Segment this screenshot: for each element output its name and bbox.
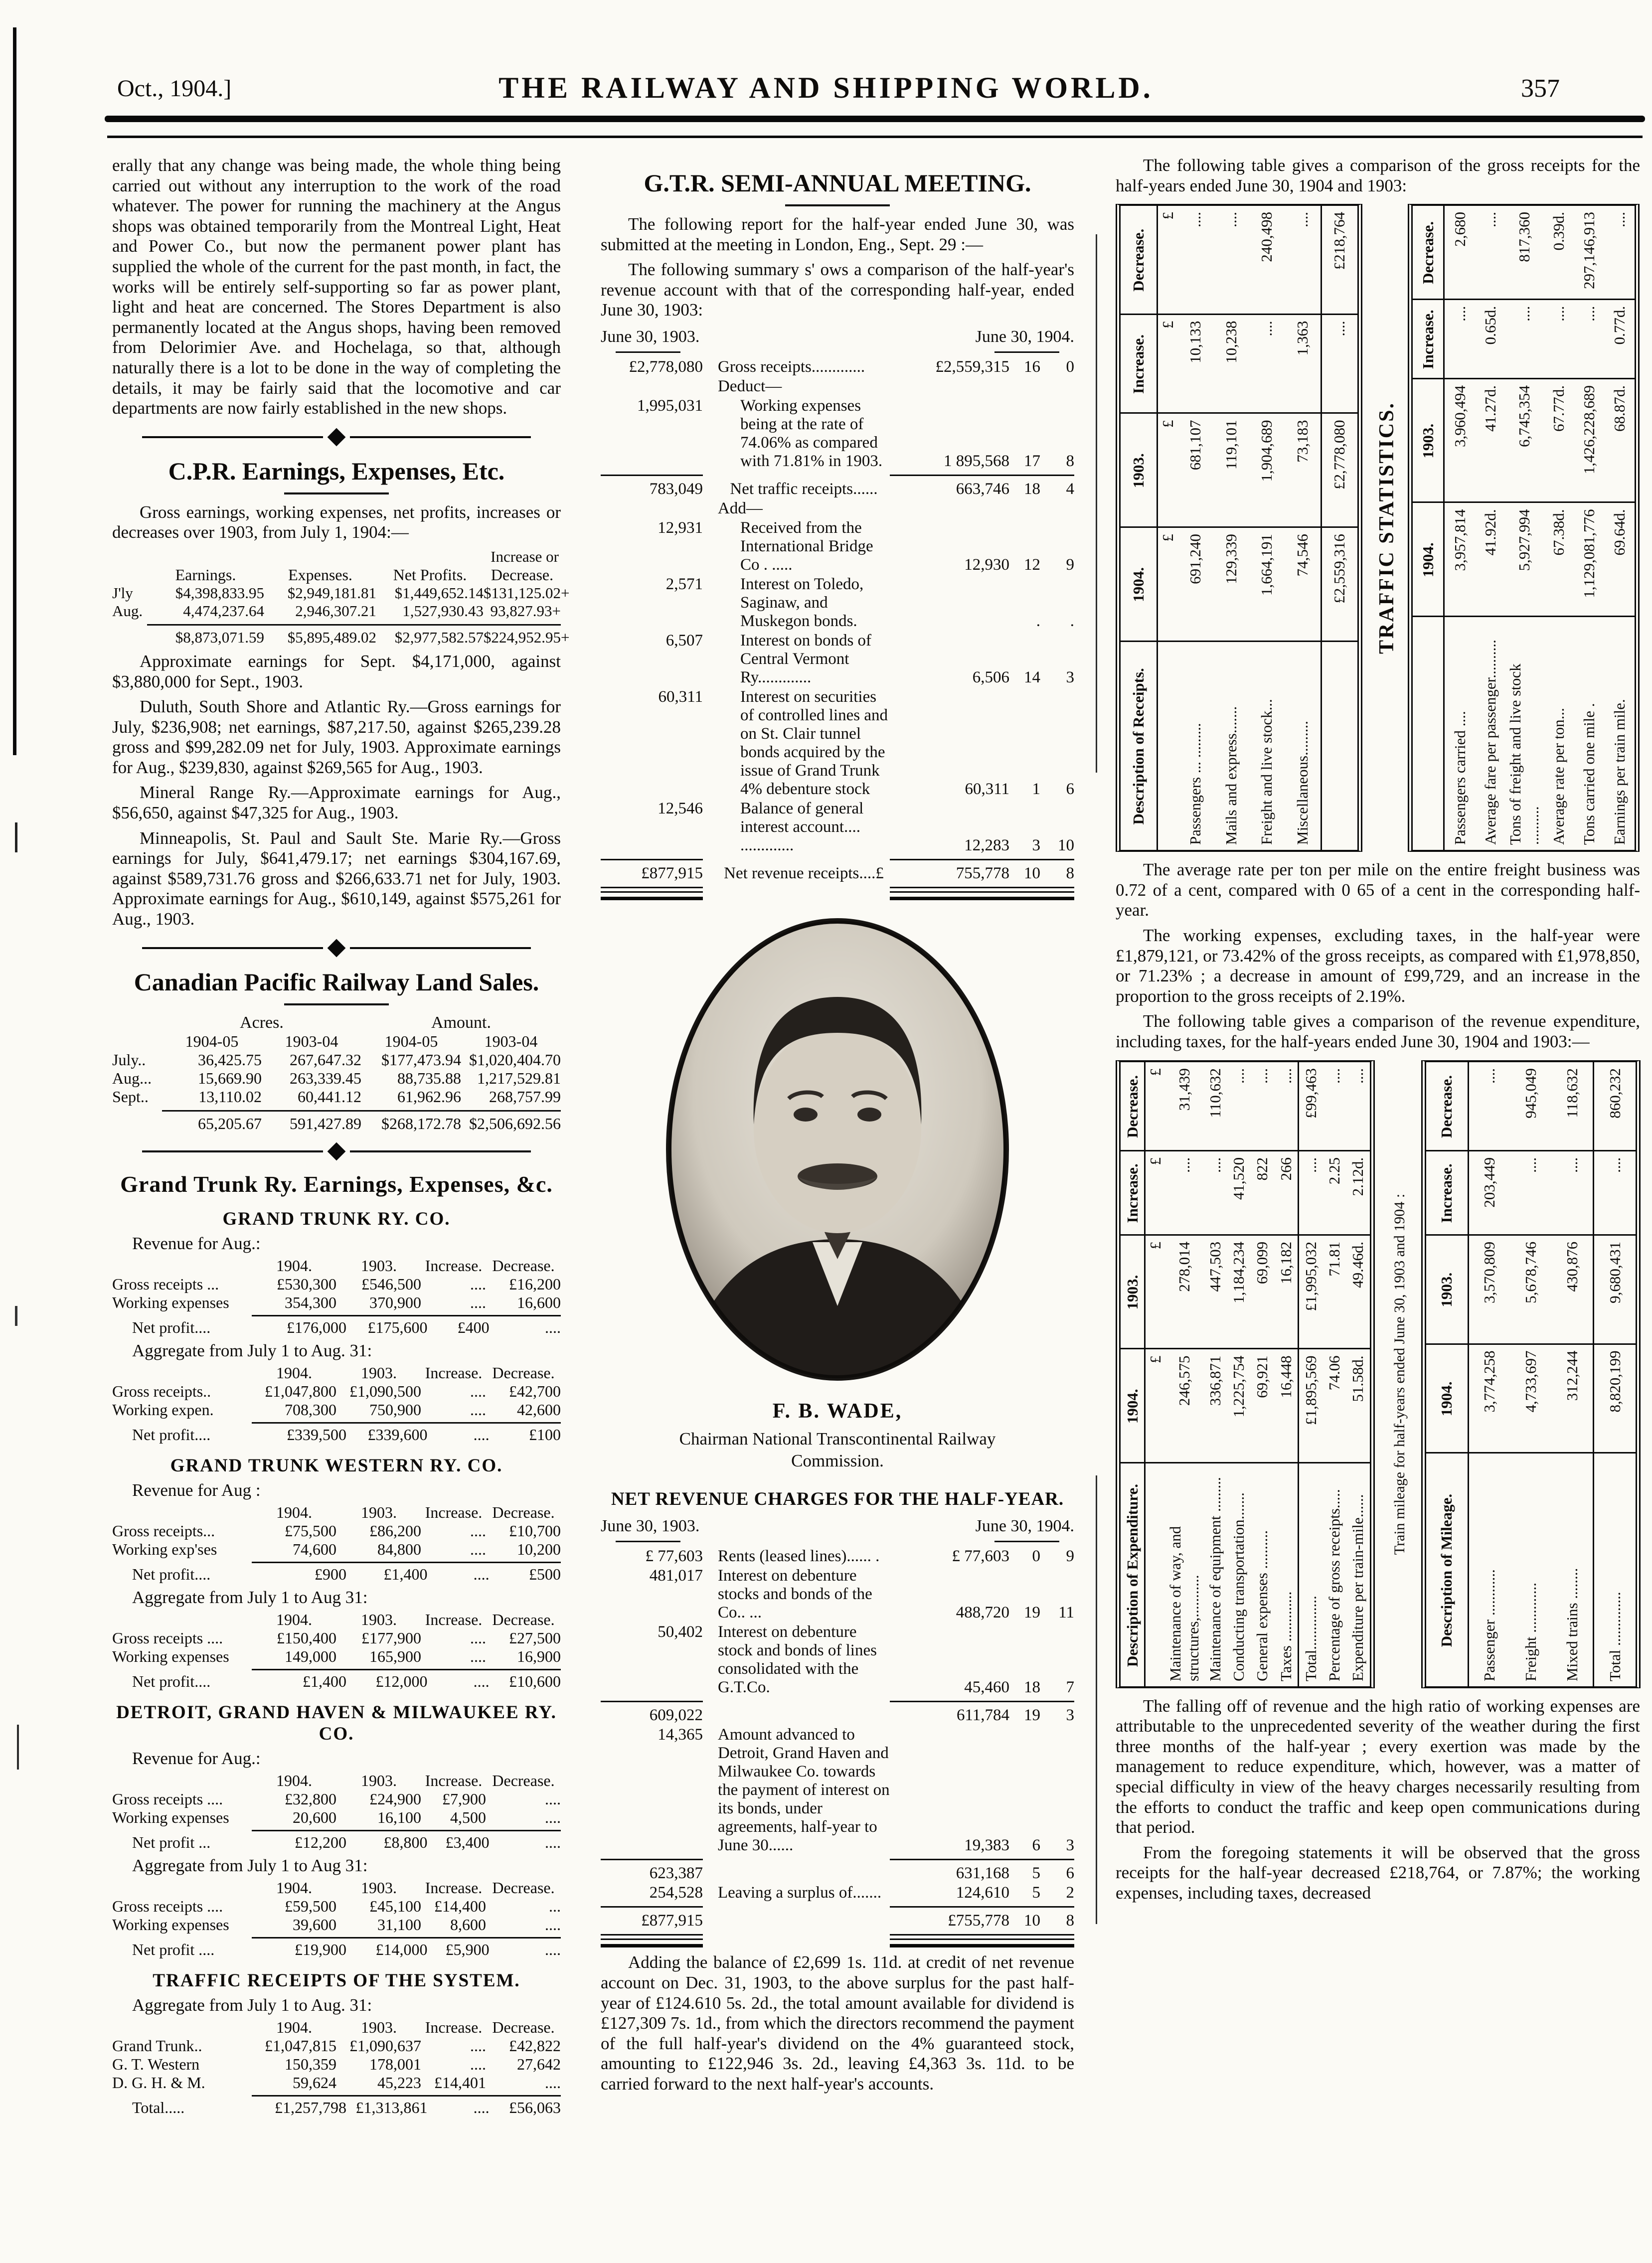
- traffic-receipts-table: 1904. 1903. Increase. Decrease. Grand Trunk.. £1,047,815 £1,090,637 .... £42,822 G. T. Western 150,359 178,001 .... 27,642 D. G. H. & M. 59,624 45,223 £14,401 .... Total..... £1,257,798 £1,313,861 .... £56,063: [112, 2018, 561, 2116]
- table-row: Earnings per train mile. 69.64d. 68.87d. 0.77d. ....: [1604, 206, 1635, 850]
- table-row: Percentage of gross receipts..... 74.06 71.81 2.25 ....: [1323, 1062, 1346, 1686]
- average-rate-paragraph: The average rate per ton per mile on the entire freight business was 0.72 of a cent, compared with 0 65 of a cent in the corresponding half-year.: [1116, 860, 1640, 920]
- table-net-row: Net profit.... £176,000 £175,600 £400 ....: [132, 1318, 561, 1336]
- train-mileage-note: Train mileage for half-years ended June 30, 1903 and 1904 :: [1391, 1193, 1408, 1555]
- table-row: Gross receipts .... £150,400 £177,900 .... £27,500: [112, 1628, 561, 1647]
- scan-edge-artifact: [13, 27, 16, 755]
- dghm-co-heading: DETROIT, GRAND HAVEN & MILWAUKEE RY. CO.: [116, 1702, 557, 1744]
- table-total-row: £2,559,316 £2,778,080 .... £218,764: [1321, 206, 1358, 850]
- expenditure-intro: The following table gives a comparison of the revenue expenditure, including taxes, for the half-years ended June 30, 1904 and 1903:—: [1116, 1011, 1640, 1051]
- table-row: Expenditure per train-mile...... 51.58d. 49.46d. 2.12d. ....: [1346, 1062, 1370, 1686]
- table-row: General expenses .......... 69,921 69,099 822 ....: [1251, 1062, 1274, 1686]
- falling-off-paragraph: The falling off of revenue and the high ratio of working expenses are attributable to the unprecedented severity of the weather during the first three months of the half-year ; every exertion was made by the management to reduce expenditure, which, however, was a matter of special difficulty in view of the heavy charges necessarily resulting from the efforts to conduct the traffic and keep open communications during that period.: [1116, 1696, 1640, 1837]
- net-revenue-charges-table: [601, 1547, 1074, 1947]
- table-row: Taxes ............. 16,448 16,182 266 ....: [1274, 1062, 1298, 1686]
- portrait-caption-role: Chairman National Transcontinental Railway Commission.: [679, 1429, 996, 1470]
- summary-paragraph: The following summary s' ows a comparison of the half-year's revenue account with that of the corresponding half-year, ended June 30, 1903:: [601, 260, 1074, 320]
- rotated-tables-block-2: [1116, 1060, 1640, 1688]
- gt-heading: Grand Trunk Ry. Earnings, Expenses, &c.: [120, 1171, 553, 1197]
- header-rule-thick: [105, 116, 1645, 122]
- table-row: Working expenses 20,600 16,100 4,500 ....: [112, 1808, 561, 1826]
- dghm-aggregate-caption: Aggregate from July 1 to Aug 31:: [132, 1855, 368, 1875]
- charges-dates-row: June 30, 1903. June 30, 1904.: [601, 1517, 1074, 1542]
- page-title: THE RAILWAY AND SHIPPING WORLD.: [498, 71, 1154, 104]
- table-row: Aug. 4,474,237.64 2,946,307.21 1,527,930.43 93,827.93+: [112, 602, 561, 620]
- gtw-aggregate-caption: Aggregate from July 1 to Aug 31:: [132, 1587, 368, 1607]
- table-total-row: $8,873,071.59 $5,895,489.02 $2,977,582.57 $224,952.95+: [175, 628, 570, 646]
- section-divider: [142, 942, 531, 955]
- table-row: 1,995,031 Working expenses being at the rate of 74.06% as compared with 71.81% in 1903. 1 895,568 17 8: [637, 396, 1074, 470]
- table-rule: [252, 1315, 561, 1316]
- scan-edge-artifact: [15, 1306, 17, 1326]
- table-row: Add—: [718, 499, 763, 517]
- rotated-tables-block-1: [1116, 204, 1640, 852]
- cpr-intro: Gross earnings, working expenses, net profits, increases or decreases over 1903, from July 1, 1904:—: [112, 502, 561, 542]
- col-header-net-profits: Net Profits.: [393, 565, 467, 584]
- table-net-row: Net profit.... £900 £1,400 .... £500: [132, 1565, 561, 1583]
- table-rule: [252, 1562, 561, 1563]
- table-total-row: £877,915 Net revenue receipts....£ 755,778 10 8: [641, 864, 1074, 882]
- table-net-row: Net profit .... £19,900 £14,000 £5,900 ....: [132, 1940, 561, 1958]
- table-row: Passengers carried .... 3,957,814 3,960,494 .... 2,680: [1445, 206, 1475, 850]
- table-rule: [147, 624, 561, 626]
- table-row: Gross receipts ... £530,300 £546,500 .... £16,200: [112, 1275, 561, 1293]
- table-rule: [601, 1701, 1074, 1702]
- traffic-statistics-rotated-table: 1904. 1903. Increase. Decrease. Passengers carried .... 3,957,814 3,960,494 .... 2,680 Average fare per passenger.......... 41.92d. 41.27d. 0.65d. .... Tons of freight and live stock .......... 5,927,994 6,745,354 .... 817,360 Average rate per ton... 67.38d. 67.77d. .... 0.39d. Tons carried one mile . 1,129,081,776 1,426,228,689 .... 297,146,913 Earnings per train mile. 69.64d. 68.87d. 0.77d. ....: [1408, 204, 1641, 852]
- table-double-rule: [601, 887, 1074, 893]
- col-header-decrease: Decrease.: [491, 565, 554, 584]
- table-row: 50,402 Interest on debenture stock and bonds of lines consolidated with the G.T.Co. 45,460 18 7: [658, 1623, 1074, 1697]
- dghm-revenue-caption: Revenue for Aug.:: [132, 1748, 261, 1768]
- account-dates-row: [601, 327, 1074, 353]
- col-header-earnings: Earnings.: [175, 565, 236, 584]
- col-header-expenses: Expenses.: [288, 565, 352, 584]
- table-row: 6,507 Interest on bonds of Central Vermont Ry............. 6,506 14 3: [665, 631, 1074, 686]
- table-row: Mixed trains ........ 312,244 430,876 .... 118,632: [1551, 1062, 1593, 1686]
- table-row: Passenger ............ 3,774,258 3,570,809 203,449 ....: [1469, 1062, 1510, 1686]
- table-row: Maintenance of equipment ......... 336,871 447,503 .... 110,632: [1203, 1062, 1227, 1686]
- table-rule: [601, 475, 1074, 476]
- date-1903: June 30, 1903.: [601, 327, 700, 346]
- land-sales-table: Acres. Amount. 1904-05 1903-04 1904-05 1903-04 July.. 36,425.75 267,647.32 $177,473.94 $1,020,404.70 Aug... 15,669.90 263,339.45 88,735.88 1,217,529.81 Sept.. 13,110.02 60,441.12 61,962.96 268,757.99 65,205.67 591,427.89 $268,172.78 $2,506,692.56: [112, 1013, 561, 1132]
- portrait-figure: [601, 915, 1074, 1472]
- table-row: 609,022 611,784 19 3: [649, 1706, 1074, 1725]
- angus-shops-paragraph: erally that any change was being made, the whole thing being carried out without any interruption to the work of the road whatever. The power for running the machinery at the Angus shops was obtained temporarily from the Montreal Light, Heat and Power Co., but now the permanent power plant has supplied the whole of the current for the past month, in fact, the works will be entirely self-supporting so far as power plant, light and heat are concerned. The Stores Department is also permanently located at the Angus shops, having been removed from Delorimier Ave. and Hochelaga, so that, although naturally there is a lot to be done in the way of completing the details, it may be fairly said that the locomotive and car departments are now fairly established in the new shops.: [112, 156, 561, 418]
- column-rule: [1096, 1475, 1097, 1924]
- table-row: Sept.. 13,110.02 60,441.12 61,962.96 268,757.99: [112, 1087, 561, 1106]
- table-rule: [252, 1937, 561, 1939]
- section-divider: [142, 431, 531, 444]
- table-net-row: Net profit.... £1,400 £12,000 .... £10,600: [132, 1672, 561, 1690]
- table-row: Deduct—: [718, 377, 782, 395]
- foregoing-paragraph: From the foregoing statements it will be observed that the gross receipts for the half-year decreased £218,764, or 7.87%; the working expenses, including taxes, decreased: [1116, 1842, 1640, 1903]
- header-rule-thin: [107, 136, 1643, 138]
- table-row: 254,528 Leaving a surplus of....... 124,610 5 2: [649, 1884, 1074, 1902]
- table-row: Gross receipts .... £32,800 £24,900 £7,900 ....: [112, 1789, 561, 1808]
- scan-edge-artifact: [17, 1725, 19, 1770]
- heading-rule: [284, 492, 389, 494]
- table-row: Average fare per passenger.......... 41.92d. 41.27d. 0.65d. ....: [1475, 206, 1505, 850]
- table-row: 12,546 Balance of general interest account.... ............. 12,283 3 10: [658, 799, 1074, 854]
- table-row: Gross receipts... £75,500 £86,200 .... £10,700: [112, 1521, 561, 1540]
- soo-line-note: Minneapolis, St. Paul and Sault Ste. Marie Ry.—Gross earnings for July, $641,479.17; net earnings $304,167.69, against $589,731.76 gross and $266,633.71 net for July, 1903. Approximate earnings for Aug., $610,149, against $575,261 for Aug., 1903.: [112, 828, 561, 929]
- gross-receipts-rotated-table: Description of Receipts. 1904. 1903. Increase. Decrease. £ £ £ £ Passengers ... ......... 691,240 681,107 10,133 .... Mails and express....... 129,339 119,101 10,238 .... Freight and live stock... 1,664,191 1,904,689 .... 240,498 Miscellaneous......... 74,546 73,183 1,363 .... £2,559,316 £2,778,080 .... £218,764: [1116, 204, 1364, 852]
- table-rule: [252, 1422, 561, 1424]
- revenue-account-table: [601, 358, 1074, 900]
- gt-co-heading: GRAND TRUNK RY. CO.: [222, 1208, 451, 1229]
- gt-aggregate-caption: Aggregate from July 1 to Aug. 31:: [132, 1340, 372, 1360]
- table-row: £2,778,080 Gross receipts............. £2,559,315 16 0: [629, 357, 1074, 376]
- right-column: [1116, 156, 1640, 1908]
- table-row: 14,365 Amount advanced to Detroit, Grand Haven and Milwaukee Co. towards the payment of interest on its bonds, under agreements, half-year to June 30...... 19,383 6 3: [658, 1726, 1074, 1855]
- table-row: Working expenses 354,300 370,900 .... 16,600: [112, 1293, 561, 1311]
- group-header-amount: Amount.: [431, 1013, 491, 1032]
- table-row: Tons carried one mile . 1,129,081,776 1,426,228,689 .... 297,146,913: [1574, 206, 1604, 850]
- portrait-photo: [663, 915, 1012, 1384]
- cpr-increase-or-label: Increase or: [491, 547, 559, 565]
- table-row: Working expen. 708,300 750,900 .... 42,600: [112, 1400, 561, 1419]
- table-row: 481,017 Interest on debenture stocks and bonds of the Co.. ... 488,720 19 11: [649, 1567, 1074, 1622]
- meeting-paragraph: The following report for the half-year ended June 30, was submitted at the meeting in London, Eng., Sept. 29 :—: [601, 214, 1074, 254]
- table-total-row: 65,205.67 591,427.89 $268,172.78 $2,506,692.56: [198, 1114, 561, 1132]
- gt-revenue-caption: Revenue for Aug.:: [132, 1233, 261, 1253]
- portrait-caption-name: F. B. WADE,: [772, 1399, 903, 1423]
- table-row: 783,049 Net traffic receipts...... 663,746 18 4: [649, 480, 1074, 498]
- traffic-aggregate-caption: Aggregate from July 1 to Aug. 31:: [132, 1995, 372, 2015]
- left-column: [112, 156, 570, 2121]
- dghm-revenue-table: 1904. 1903. Increase. Decrease. Gross receipts .... £32,800 £24,900 £7,900 .... Working expenses 20,600 16,100 4,500 .... Net profit ... £12,200 £8,800 £3,400 ....: [112, 1771, 561, 1851]
- dividend-paragraph: Adding the balance of £2,699 1s. 11d. at credit of net revenue account on Dec. 31, 1903, to the above surplus for the past half-year of £124.610 5s. 2d., the total amount available for dividend is £127,309 7s. 1d., from which the directors recommend the payment of the full half-year's dividend on the 4% guaranteed stock, amounting to £122,946 3s. 2d., leaving £4,363 3s. 11d. to be carried forward to the next half-year's accounts.: [601, 1952, 1074, 2094]
- table-row: Gross receipts.. £1,047,800 £1,090,500 .... £42,700: [112, 1382, 561, 1400]
- section-divider: [142, 1145, 531, 1158]
- table-row: 623,387 631,168 5 6: [649, 1864, 1074, 1883]
- scan-edge-artifact: [15, 822, 17, 852]
- table-net-row: Net profit.... £339,500 £339,600 .... £100: [132, 1425, 561, 1444]
- train-mileage-rotated-table: Description of Mileage. 1904. 1903. Increase. Decrease. Passenger ............ 3,774,258 3,570,809 203,449 .... Freight ............. 4,733,697 5,678,746 .... 945,049 Mixed trains ........ 312,244 430,876 .... 118,632 Total .............. 8,820,199 9,680,431 .... 860,232: [1421, 1060, 1642, 1688]
- heading-rule: [785, 204, 890, 206]
- table-row: Freight ............. 4,733,697 5,678,746 .... 945,049: [1510, 1062, 1552, 1686]
- table-net-row: Net profit ... £12,200 £8,800 £3,400 ....: [132, 1833, 561, 1851]
- gtw-revenue-table: 1904. 1903. Increase. Decrease. Gross receipts... £75,500 £86,200 .... £10,700 Working exp'ses 74,600 84,800 .... 10,200 Net profit.... £900 £1,400 .... £500: [112, 1503, 561, 1583]
- expenditure-rotated-table: Description of Expenditure. 1904. 1903. Increase. Decrease. £ £ £ £ Maintenance of way, and structures,........... 246,575 278,014 .... 31,439 Maintenance of equipment ......... 336,871 447,503 .... 110,632 Conducting transportation....... 1,225,754 1,184,234 41,520 .... General expenses .......... 69,921 69,099 822 .... Taxes ............. 16,448 16,182 266 .... Total.............. £1,895,569 £1,995,032 .... £99,463 Percentage of gross receipts..... 74.06 71.81 2.25 .... Expenditure per train-mile...... 51.58d. 49.46d. 2.12d. ....: [1116, 1060, 1376, 1688]
- table-heavy-rule: [601, 1944, 1074, 1947]
- gtr-meeting-heading: G.T.R. SEMI-ANNUAL MEETING.: [644, 169, 1031, 197]
- dghm-aggregate-table: 1904. 1903. Increase. Decrease. Gross receipts .... £59,500 £45,100 £14,400 ... Working expenses 39,600 31,100 8,600 .... Net profit .... £19,900 £14,000 £5,900 ....: [112, 1878, 561, 1958]
- table-rule: [252, 1669, 561, 1670]
- cpr-note: Approximate earnings for Sept. $4,171,000, against $3,880,000 for Sept., 1903.: [112, 651, 561, 691]
- middle-column: [601, 156, 1074, 2100]
- traffic-statistics-title: TRAFFIC STATISTICS.: [1375, 402, 1398, 654]
- date-1904: June 30, 1904.: [975, 327, 1074, 346]
- table-row: Working expenses 39,600 31,100 8,600 ....: [112, 1915, 561, 1934]
- table-rule: [252, 1830, 561, 1831]
- table-row: 12,931 Received from the International Bridge Co . ..... 12,930 12 9: [658, 518, 1074, 574]
- table-row: 60,311 Interest on securities of controlled lines and on St. Clair tunnel bonds acquired by the issue of Grand Trunk 4% debenture stock 60,311 1 6: [658, 687, 1074, 798]
- table-row: G. T. Western 150,359 178,001 .... 27,642: [112, 2055, 561, 2073]
- gt-revenue-table: 1904. 1903. Increase. Decrease. Gross receipts ... £530,300 £546,500 .... £16,200 Working expenses 354,300 370,900 .... 16,600 Net profit.... £176,000 £175,600 £400 ....: [112, 1256, 561, 1336]
- table-rule: [162, 1110, 561, 1112]
- table-row: Maintenance of way, and structures,........... 246,575 278,014 .... 31,439: [1165, 1062, 1203, 1686]
- cpr-heading: C.P.R. Earnings, Expenses, Etc.: [168, 457, 505, 485]
- table-row: Mails and express....... 129,339 119,101 10,238 ....: [1213, 206, 1249, 850]
- table-row: Conducting transportation....... 1,225,754 1,184,234 41,520 ....: [1227, 1062, 1251, 1686]
- table-row: July.. 36,425.75 267,647.32 $177,473.94 $1,020,404.70: [112, 1050, 561, 1069]
- gtw-co-heading: GRAND TRUNK WESTERN RY. CO.: [170, 1455, 503, 1476]
- table-row: Working expenses 149,000 165,900 .... 16,900: [112, 1647, 561, 1665]
- table-row: Freight and live stock... 1,664,191 1,904,689 .... 240,498: [1249, 206, 1285, 850]
- mineral-range-note: Mineral Range Ry.—Approximate earnings for Aug., $56,650, against $47,325 for Aug., 1903.: [112, 783, 561, 823]
- table-row: Grand Trunk.. £1,047,815 £1,090,637 .... £42,822: [112, 2036, 561, 2055]
- table-total-row: Total .............. 8,820,199 9,680,431 .... 860,232: [1593, 1062, 1636, 1686]
- group-header-acres: Acres.: [240, 1013, 284, 1032]
- table-row: D. G. H. & M. 59,624 45,223 £14,401 ....: [112, 2073, 561, 2092]
- heading-rule: [284, 1003, 389, 1005]
- table-row: Tons of freight and live stock .......... 5,927,994 6,745,354 .... 817,360: [1505, 206, 1543, 850]
- gtw-aggregate-table: 1904. 1903. Increase. Decrease. Gross receipts .... £150,400 £177,900 .... £27,500 Working expenses 149,000 165,900 .... 16,900 Net profit.... £1,400 £12,000 .... £10,600: [112, 1610, 561, 1690]
- table-row: Aug... 15,669.90 263,339.45 88,735.88 1,217,529.81: [112, 1069, 561, 1087]
- table-total-row: Total.............. £1,895,569 £1,995,032 .... £99,463: [1298, 1062, 1322, 1686]
- gtw-revenue-caption: Revenue for Aug :: [132, 1480, 261, 1500]
- table-rule: [601, 859, 1074, 860]
- table-rule: [252, 2095, 561, 2097]
- table-row: Miscellaneous......... 74,546 73,183 1,363 ....: [1285, 206, 1321, 850]
- table-row: £ 77,603 Rents (leased lines)...... . £ 77,603 0 9: [645, 1547, 1074, 1566]
- table-row: Working exp'ses 74,600 84,800 .... 10,200: [112, 1540, 561, 1558]
- working-expenses-paragraph: The working expenses, excluding taxes, in the half-year were £1,879,121, or 73.42% of the gross receipts, as compared with £1,978,850, or 71.23% ; a decrease in amount of £99,729, and an increase in the proportion to the gross receipts of 2.19%.: [1116, 925, 1640, 1006]
- net-revenue-heading: NET REVENUE CHARGES FOR THE HALF-YEAR.: [611, 1489, 1064, 1510]
- table-row: Gross receipts .... £59,500 £45,100 £14,400 ...: [112, 1897, 561, 1915]
- cpr-earnings-table: [112, 547, 570, 647]
- table-total-row: £877,915 £755,778 10 8: [641, 1912, 1074, 1930]
- issue-date: Oct., 1904.]: [117, 75, 232, 102]
- table-total-row: Total..... £1,257,798 £1,313,861 .... £56,063: [132, 2098, 561, 2116]
- table-row: Average rate per ton... 67.38d. 67.77d. .... 0.39d.: [1543, 206, 1574, 850]
- land-sales-heading: Canadian Pacific Railway Land Sales.: [134, 968, 539, 996]
- table-heavy-rule: [601, 897, 1074, 900]
- table-row: Passengers ... ......... 691,240 681,107 10,133 ....: [1178, 206, 1214, 850]
- traffic-receipts-heading: TRAFFIC RECEIPTS OF THE SYSTEM.: [153, 1970, 520, 1991]
- gt-aggregate-table: 1904. 1903. Increase. Decrease. Gross receipts.. £1,047,800 £1,090,500 .... £42,700 Working expen. 708,300 750,900 .... 42,600 Net profit.... £339,500 £339,600 .... £100: [112, 1363, 561, 1444]
- table-row: J'ly $4,398,833.95 $2,949,181.81 $1,449,652.14 $131,125.02+: [112, 584, 570, 602]
- table-rule: [601, 1859, 1074, 1860]
- table-row: 2,571 Interest on Toledo, Saginaw, and Muskegon bonds. . .: [665, 575, 1074, 630]
- table-double-rule: [601, 1934, 1074, 1940]
- column-rule: [1096, 234, 1097, 773]
- gross-receipts-intro: The following table gives a comparison of the gross receipts for the half-years ended June 30, 1904 and 1903:: [1116, 156, 1640, 195]
- dssa-note: Duluth, South Shore and Atlantic Ry.—Gross earnings for July, $236,908; net earnings, $87,217.50, against $265,239.28 gross and $99,282.09 net for July, 1903. Approximate earnings for Aug., $239,830, against $269,565 for Aug., 1903.: [112, 697, 561, 777]
- page-number: 357: [1521, 74, 1560, 103]
- table-rule: [601, 1906, 1074, 1908]
